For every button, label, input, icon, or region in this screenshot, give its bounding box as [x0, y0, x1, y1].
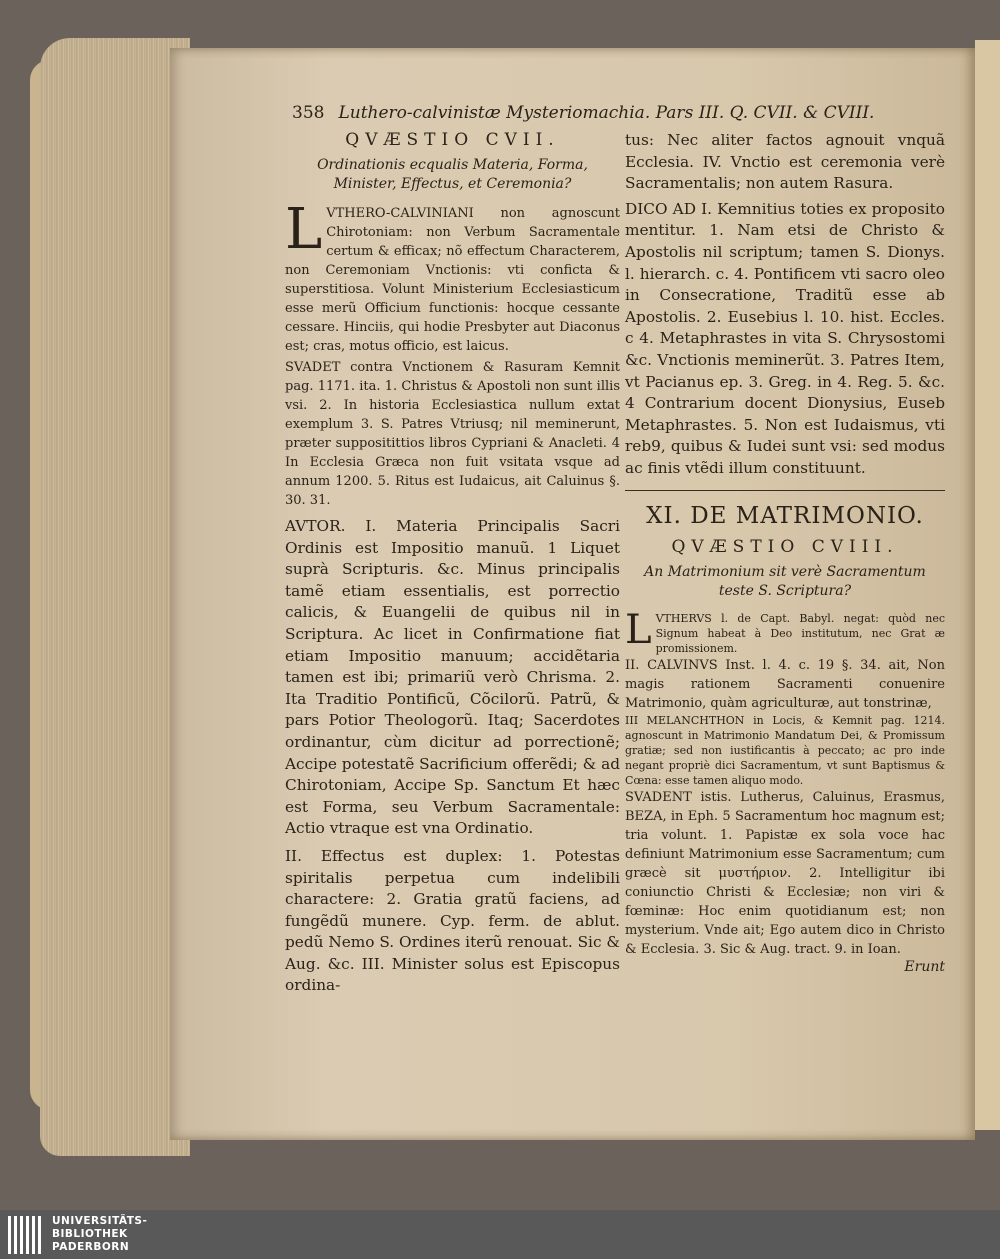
paragraph: SVADET contra Vnctionem & Rasuram Kemnit pag. 1171. ita. 1. Christus & Apostoli non sunt illis vsi. 2. In historia Ecclesiastica nullum extat exemplum 3. S. Patres Vtriusq; nil meminerunt, præter suppositittios libros Cypriani & Anacleti. 4 In Ecclesia Græca non fuit vsitata vsque ad annum 1200. 5. Ritus est Iudaicus, ait Caluinus §. 30. 31. [285, 360, 620, 508]
page-edges [40, 38, 190, 1156]
divider-rule [625, 490, 945, 491]
library-name-line: PADERBORN [52, 1241, 130, 1253]
chapter-title: XI. DE MATRIMONIO. [646, 502, 924, 529]
drop-cap: L [285, 197, 323, 262]
question-subheading: An Matrimonium sit verè Sacramentum teste S. Scriptura? [644, 563, 926, 599]
drop-cap: L [625, 606, 652, 653]
paragraph-text: VTHERO-CALVINIANI non agnoscunt Chirotoniam: non Verbum Sacramentale certum & efficax; nõ effectum Characterem, non Ceremoniam Vnctionis: vti conficta & superstitiosa. Volunt Ministerium Ecclesiasticum esse merũ Officium functionis: hocque cessante cessare. Hinciis, qui hodie Presbyter aut Diaconus est; cras, motus officio, est laicus. [285, 206, 620, 354]
question-subheading: Ordinationis ecqualis Materia, Forma, Minister, Effectus, et Ceremonia? [317, 157, 588, 192]
paragraph: II. CALVINVS Inst. l. 4. c. 19 §. 34. ait, Non magis rationem Sacramenti conuenire Matrimonio, quàm agriculturæ, aut tonstrinæ, [625, 657, 945, 711]
paragraph: DICO AD I. Kemnitius toties ex proposito mentitur. 1. Nam etsi de Christo & Apostolis nil scriptum; tamen S. Dionys. l. hierarch. c. 4. Pontificem vti sacro oleo in Consecratione, Traditũ esse ab Apostolis. 2. Eusebius l. 10. hist. Eccles. c 4. Metaphrastes in vita S. Chrysostomi &c. Vnctionis meminerũt. 3. Patres Item, vt Pacianus ep. 3. Greg. in 4. Reg. 5. &c. 4 Contrarium docent Dionysius, Euseb Metaphrastes. 5. Non est Iudaismus, vti reb9, quibus & Iudei sunt vsi: sed modus ac finis vtẽdi illum constituunt. [625, 199, 945, 477]
paragraph: tus: Nec aliter factos agnouit vnquã Ecclesia. IV. Vnctio est ceremonia verè Sacramentalis; non autem Rasura. [625, 131, 945, 193]
right-column [625, 130, 945, 975]
paragraph: II. Effectus est duplex: 1. Potestas spiritalis perpetua cum indelibili charactere: 2. Gratia gratũ faciens, ad fungẽdũ munere. Cyp. ferm. de ablut. pedũ Nemo S. Ordines iterũ renouat. Sic & Aug. &c. III. Minister solus est Episcopus ordina- [285, 846, 620, 995]
paragraph: III MELANCHTHON in Locis, & Kemnit pag. 1214. agnoscunt in Matrimonio Mandatum Dei, & Promissum gratiæ; sed non iustificantis à peccato; ac pro inde negant propriè dici Sacramentum, vt sunt Baptismus & Cœna: esse tamen aliquo modo. [625, 713, 945, 787]
paragraph: SVADENT istis. Lutherus, Caluinus, Erasmus, BEZA, in Eph. 5 Sacramentum hoc magnum est; tria volunt. 1. Papistæ ex sola voce hac definiunt Matrimonium esse Sacramentum; cum græcè sit μυστήριον. 2. Intelligitur ibi coniunctio Christi & Ecclesiæ; non viri & fœminæ: Hoc enim quotidianum est; non mysterium. Vnde ait; Ego autem dico in Christo & Ecclesia. 3. Sic & Aug. tract. 9. in Ioan. [625, 789, 945, 957]
next-page-edge [975, 40, 1000, 1130]
page-number: 358 [292, 103, 325, 123]
library-name-line: UNIVERSITÄTS- [52, 1215, 148, 1227]
paragraph [285, 197, 620, 356]
library-name [52, 1215, 147, 1254]
running-title: Luthero-calvinistæ Mysteriomachia. Pars III. Q. CVII. & CVIII. [338, 103, 875, 123]
paragraph-text: VTHERVS l. de Capt. Babyl. negat: quòd nec Signum habeat à Deo institutum, nec Grat æ promissionem. [655, 611, 945, 655]
paragraph [625, 606, 945, 656]
left-column [285, 130, 620, 997]
question-heading: QVÆSTIO CVII. [345, 130, 560, 150]
running-head [292, 103, 952, 123]
library-logo-icon [8, 1216, 46, 1254]
question-heading: QVÆSTIO CVIII. [671, 536, 899, 557]
catchword: Erunt [904, 958, 945, 975]
library-name-line: BIBLIOTHEK [52, 1228, 128, 1240]
library-footer [0, 1210, 1000, 1259]
paragraph: AVTOR. I. Materia Principalis Sacri Ordinis est Impositio manuũ. 1 Liquet suprà Scripturis. &c. Minus principalis tamẽ etiam essentialis, est porrectio calicis, & Euangelii de quibus nil in Scriptura. Ac licet in Confirmatione fiat etiam Impositio manuum; accidẽtaria tamen est ibi; primariũ verò Chrisma. 2. Ita Traditio Pontificũ, Cõcilorũ. Patrũ, & pars Potior Theologorũ. Itaq; Sacerdotes ordinantur, cùm dicitur ad porrectionẽ; Accipe potestatẽ Sacrificium offerẽdi; & ad Chirotoniam, Accipe Sp. Sanctum Et hæc est Forma, seu Verbum Sacramentale: Actio vtraque est vna Ordinatio. [285, 517, 621, 838]
